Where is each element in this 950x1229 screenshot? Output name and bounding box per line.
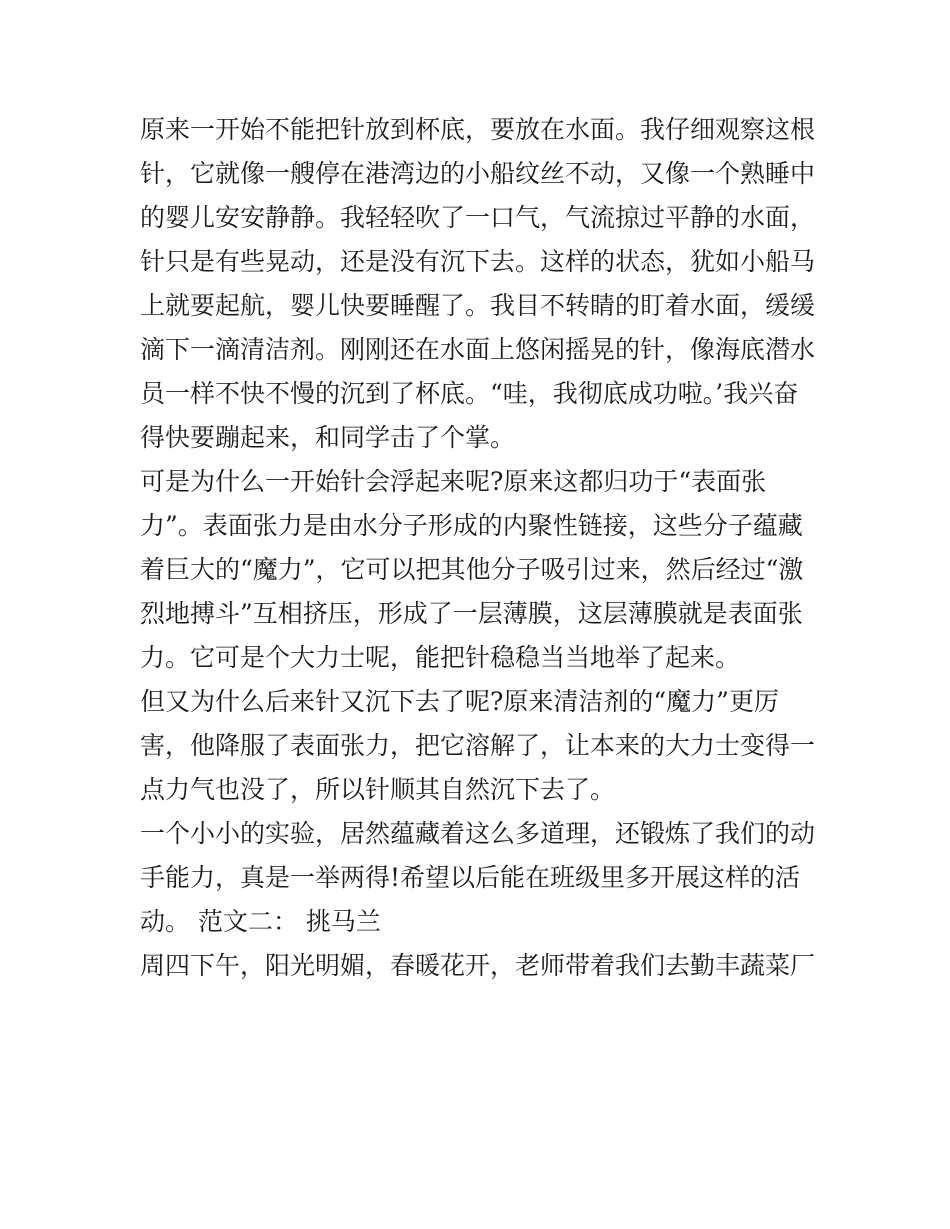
text-line: 一个小小的实验，居然蕴藏着这么多道理，还锻炼了我们的动: [140, 819, 816, 848]
text-line: 上就要起航，婴儿快要睡醒了。我目不转睛的盯着水面，缓缓: [140, 291, 816, 320]
text-line: 可是为什么一开始针会浮起来呢?原来这都归功于“表面张: [140, 467, 767, 496]
text-line: 着巨大的“魔力”，它可以把其他分子吸引过来，然后经过“激: [140, 555, 804, 584]
text-line: 手能力，真是一举两得!希望以后能在班级里多开展这样的活: [140, 863, 801, 892]
text-line: 力。它可是个大力士呢，能把针稳稳当当地举了起来。: [140, 643, 741, 672]
text-line: 周四下午，阳光明媚，春暖花开，老师带着我们去勤丰蔬菜厂: [140, 951, 816, 980]
text-line: 的婴儿安安静静。我轻轻吹了一口气，气流掠过平静的水面，: [140, 203, 816, 232]
text-line: 力”。表面张力是由水分子形成的内聚性链接，这些分子蕴藏: [140, 511, 803, 540]
text-line: 针只是有些晃动，还是没有沉下去。这样的状态，犹如小船马: [140, 247, 816, 276]
text-line: 烈地搏斗”互相挤压，形成了一层薄膜，这层薄膜就是表面张: [140, 599, 803, 628]
text-line: 点力气也没了，所以针顺其自然沉下去了。: [140, 775, 616, 804]
body-text: [140, 108, 820, 988]
text-line: 动。 范文二： 挑马兰: [140, 907, 381, 936]
text-line: 得快要蹦起来，和同学击了个掌。: [140, 423, 516, 452]
text-line: 害，他降服了表面张力，把它溶解了，让本来的大力士变得一: [140, 731, 816, 760]
text-line: 滴下一滴清洁剂。刚刚还在水面上悠闲摇晃的针，像海底潜水: [140, 335, 816, 364]
text-line: 针，它就像一艘停在港湾边的小船纹丝不动，又像一个熟睡中: [140, 159, 816, 188]
text-line: 但又为什么后来针又沉下去了呢?原来清洁剂的“魔力”更厉: [140, 687, 779, 716]
text-line: 员一样不快不慢的沉到了杯底。“哇，我彻底成功啦。’我兴奋: [140, 379, 799, 408]
text-line: 原来一开始不能把针放到杯底，要放在水面。我仔细观察这根: [140, 115, 816, 144]
